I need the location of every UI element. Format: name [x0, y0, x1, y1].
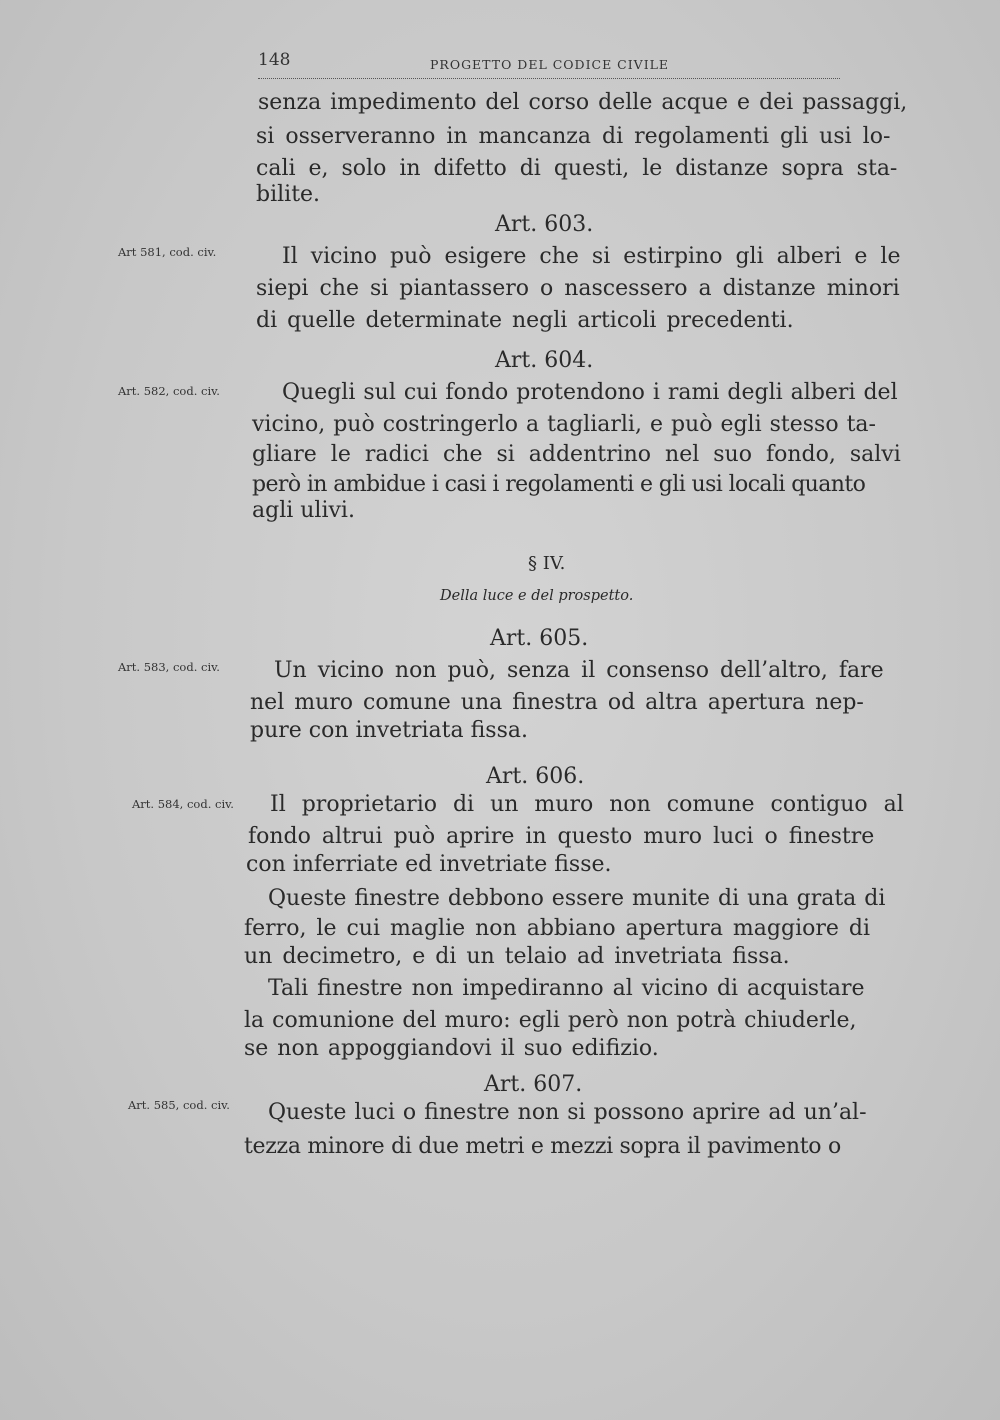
page-header — [258, 50, 840, 79]
text-line: Il vicino può esigere che si estirpino gli alberi e le — [282, 244, 901, 269]
text-line: si osserveranno in mancanza di regolamenti gli usi lo- — [256, 124, 891, 149]
text-line: se non appoggiandovi il suo edifizio. — [244, 1036, 659, 1061]
text-line: la comunione del muro: egli però non potrà chiuderle, — [244, 1008, 857, 1033]
text-line: bilite. — [256, 182, 321, 207]
text-line: siepi che si piantassero o nascessero a distanze minori — [256, 276, 900, 301]
text-line: Tali finestre non impediranno al vicino di acquistare — [268, 976, 865, 1001]
section-number: § IV. — [528, 553, 566, 574]
margin-reference: Art. 584, cod. civ. — [132, 797, 234, 811]
margin-reference: Art 581, cod. civ. — [118, 245, 217, 259]
text-line: Il proprietario di un muro non comune contiguo al — [270, 792, 904, 817]
text-line: però in ambidue i casi i regolamenti e gli usi locali quanto — [252, 472, 866, 497]
text-line: cali e, solo in difetto di questi, le distanze sopra sta- — [256, 156, 898, 181]
margin-reference: Art. 582, cod. civ. — [118, 384, 220, 398]
text-line: gliare le radici che si addentrino nel suo fondo, salvi — [252, 442, 901, 467]
text-line: Queste finestre debbono essere munite di una grata di — [268, 886, 886, 911]
text-line: nel muro comune una finestra od altra apertura nep- — [250, 690, 864, 715]
section-title: Della luce e del prospetto. — [440, 588, 634, 604]
article-heading: Art. 603. — [495, 212, 594, 237]
page-number: 148 — [258, 50, 291, 70]
running-title: PROGETTO DEL CODICE CIVILE — [430, 57, 670, 72]
text-line: pure con invetriata fissa. — [250, 718, 528, 743]
article-heading: Art. 606. — [486, 764, 585, 789]
text-line: tezza minore di due metri e mezzi sopra il pavimento o — [244, 1134, 841, 1159]
article-heading: Art. 605. — [490, 626, 589, 651]
text-line: con inferriate ed invetriate fisse. — [246, 852, 612, 877]
text-line: senza impedimento del corso delle acque e dei passaggi, — [258, 90, 908, 115]
article-heading: Art. 604. — [495, 348, 594, 373]
text-line: Un vicino non può, senza il consenso dell’altro, fare — [274, 658, 884, 683]
text-line: ferro, le cui maglie non abbiano apertura maggiore di — [244, 916, 871, 941]
margin-reference: Art. 585, cod. civ. — [128, 1098, 230, 1112]
text-line: di quelle determinate negli articoli precedenti. — [256, 308, 794, 333]
margin-reference: Art. 583, cod. civ. — [118, 660, 220, 674]
text-line: agli ulivi. — [252, 498, 355, 523]
text-line: Queste luci o finestre non si possono aprire ad un’al- — [268, 1100, 867, 1125]
text-line: vicino, può costringerlo a tagliarli, e può egli stesso ta- — [252, 412, 876, 437]
text-line: fondo altrui può aprire in questo muro luci o finestre — [248, 824, 875, 849]
article-heading: Art. 607. — [484, 1072, 583, 1097]
text-line: Quegli sul cui fondo protendono i rami degli alberi del — [282, 380, 898, 405]
text-line: un decimetro, e di un telaio ad invetriata fissa. — [244, 944, 790, 969]
